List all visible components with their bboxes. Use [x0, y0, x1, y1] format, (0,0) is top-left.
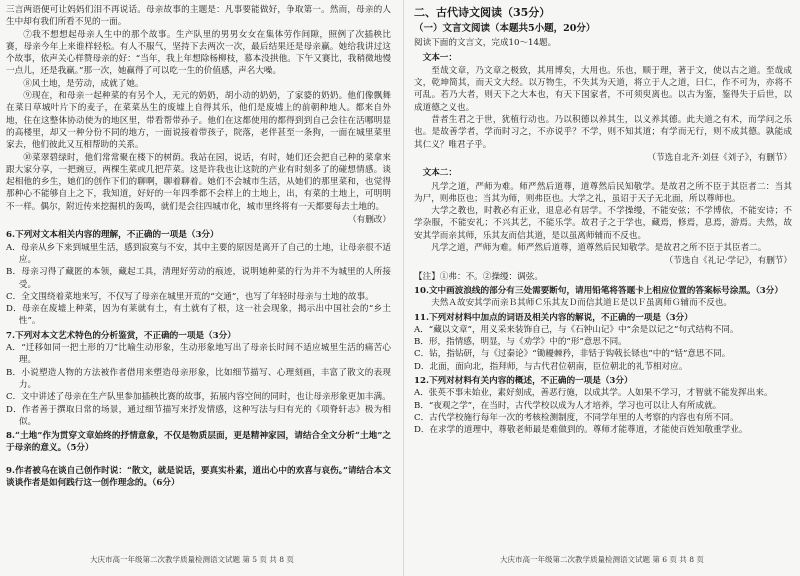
- text-2-paragraph-3: 凡学之道，严师为难。师严然后道尊，道尊然后民知敬学。是故君之所不臣于其臣者二。: [431, 243, 767, 254]
- text-1-label: 文本一：: [422, 52, 457, 63]
- question-7-option-a: A．“迁移如同一把土形的刀”比喻生动形象，生动形象地写出了母亲长时间不适应城里生活的痛苦心理。: [6, 343, 391, 366]
- left-page: [6, 4, 391, 489]
- paragraph-7: ⑦我不想想起母亲人生中的那个故事。生产队里的男男女女在集体劳作间隙，照例了次插秧比赛，母亲今年上来谁样轻松。有人不服气，坚持下去两次一次，最后结果还是母亲赢。她给我讲过这个故事，依声关心样赞母亲的好：“当年，我上年想除杨柳枝，慕本没拱他。下午又赛比，我稍微地慢一点儿，还是我赢。”那一次，她赢得了可以吃一生的价值感，声名大噪。: [6, 29, 391, 77]
- question-12-option-a: A．张英不事未始业，素好刻成，善恶行施，以成其学。人如果不学习，才智就不能发挥出来。: [414, 388, 773, 399]
- question-6: 6.下列对文本相关内容的理解，不正确的一项是（3分）: [6, 230, 219, 241]
- question-6-option-d: D．母亲在废墟上种菜，因为有莱就有土，有土就有了根，这一社会现象，揭示出中国社会的“乡土性”。: [6, 304, 391, 327]
- subsection-title: （一）文言文阅读（本题共5小题，20分）: [414, 23, 596, 34]
- question-7-option-d: D．作者善于撰取日常的场景，通过细节描写来抒发情感，这种写法与归有光的《项脊轩志》极为相似。: [6, 404, 391, 427]
- question-10: 10.文中画波浪线的部分有三处需要断句，请用铅笔将答题卡上相应位置的答案标号涂黑。（3分）: [414, 285, 783, 296]
- text-2-paragraph-1: 凡学之道，严师为难。师严然后道尊，道尊然后民知敬学。是故君之所不臣于其臣者二：当其为尸，则弗臣也；当其为师，则弗臣也。大学之礼，虽诏于天子无北面，所以尊师也。: [414, 181, 792, 204]
- paragraph-10: ⑩菜翠碧绿时，他们常常聚在楼下的树荫。我站在园，说话，有时，她们还会把自己种的菜拿来跟大家分享，一把豌豆，两棵生菜或几把芹菜。这是许我也让这院的产业有时刻多了的碰想情感。谈起相他的乡生，她们的创作下们的聊啊，聊着聊着。她们不会城市生活，从她们的那里菜和，也觉得那种心不能够自上之下，我知道，好好的一年四季都不会样上的土地上，出，有菜的土地上，可明明不一样。偶尔，附近传来挖掘机的轰鸣，就们是会往四城市化，城市里终将有一天都要每去土地的。: [6, 152, 391, 212]
- section-title: 二、古代诗文阅读（35分）: [414, 6, 551, 19]
- annotation-note: 【注】①弗：不。②操缦：调弦。: [414, 271, 543, 282]
- text-2-source: （节选自《礼记·学记》，有删节）: [664, 256, 792, 267]
- question-7-option-b: B．小说塑造人物的方法被作者借用来塑造母亲形象，比如细节描写、心理刻画，丰富了散文的表现力。: [6, 367, 391, 390]
- left-page-footer: 大庆市高一年级第二次教学质量检测语文试题 第 5 页 共 8 页: [90, 555, 294, 564]
- question-10-passage: 夫然Ａ故安其学而亲Ｂ其师Ｃ乐其友Ｄ而信其道Ｅ是以Ｆ虽离师Ｇ辅而不反也。: [431, 298, 732, 309]
- passage-source: （有删改）: [348, 215, 391, 226]
- question-11: 11.下列对材料中加点的词语及相关内容的解说，不正确的一项是（3分）: [414, 312, 693, 323]
- page-fold: [403, 0, 404, 576]
- text-1-paragraph-1: 至哉文章，乃文章之极致，其用博矣，大用也。乐也，顺于理，著于文，使以古之道。至哉成文，乾坤简其，而天文大经。以万物生，不失其为天道，将立于人之道，曰仁，作不可为，亦将不可乱。若乃大者，则天下之大本也，有天下国家者，不可须臾离也。以古为鉴，鉴得失于后世，以成道德之义也。: [414, 65, 792, 113]
- reading-instruction: 阅读下面的文言文，完成10～14题。: [414, 38, 557, 49]
- text-2-label: 文本二：: [422, 168, 457, 179]
- paragraph-8: ⑧风土地，是劳动，成就了她。: [23, 78, 144, 89]
- question-11-option-d: D．北面，面向北，指拜师，与古代君位朝南，臣位朝北的礼节相对应。: [414, 361, 688, 372]
- question-6-option-b: B．母亲习得了藏匿的本领，藏起工具，清理好劳动的痕迹，说明她种菜的行为并不为城里的人所接受。: [6, 267, 391, 290]
- question-11-option-a: A．“藏以文章”，用义采来装饰自己，与《石钟山记》中“余是以记之”句式结构不同。: [414, 324, 739, 335]
- text-2-paragraph-2: 大学之教也，时教必有正业，退息必有居学。不学操缦，不能安弦；不学博依，不能安诗；不学杂服，不能安礼；不兴其艺，不能乐学。故君子之于学也，藏焉，修焉，息焉，游焉。夫然，故安其学而亲其师，乐其友而信其道，是以虽离师辅而不反也。: [414, 206, 792, 241]
- paragraph-9: ⑨现在，和母亲一起种菜的有另个人，无元的奶奶，胡小动的奶奶，了家婆的奶奶。他们像飘舞在菜日草城叶片下的麦子，在菜菜丛生的废墟上自得其乐，他们是废墟上的前朝种地人。都来自外地，住在这整体协动使为的地区里，带看帮带孙子。他们在这都使用的都得到到自己会往在活哪明显的高楼里，却又一种分份不同的地方，一面说接着带孩子，院落，老伴甚至一条狗，一面在城里菜里家去，他们彼此又互相帮助的关系。: [6, 91, 391, 151]
- question-12-option-d: D．在求学的道理中，尊敬老师最是难做到的。尊师才能尊道，才能使百姓知敬重学业。: [414, 425, 748, 436]
- right-page-footer: 大庆市高一年级第二次教学质量检测语文试题 第 6 页 共 8 页: [500, 555, 704, 564]
- question-11-option-b: B．形，指情感，明显，与《劝学》中的“形”意思不同。: [414, 337, 627, 348]
- right-page: [414, 4, 792, 437]
- question-12-option-c: C．古代学校施行每年一次的考核检测制度，不同学年里的人考察的内容也有所不同。: [414, 412, 739, 423]
- question-6-option-c: C．全文围绕着菜地来写，不仅写了母亲在城里开荒的“交通”，也写了年轻时母亲与土地的故事。: [6, 291, 374, 302]
- intro-text: 三言两语便可让妈妈们泪不再说话。母亲故事的主题是：凡事要能做好，争取第一。然而，母亲的人生中却有我们所看不见的一面。: [6, 5, 391, 28]
- text-1-paragraph-2: 昔者生君之于世，犹植行动也。乃以积德以养其生，以义养其德。此夫道之有术，而学问之乐也。是故善学者，学而时习之，不亦说乎？不学，则不知其道；有学而无行，则不成其德。孰能成其仁义？唯君子乎。: [414, 115, 792, 150]
- question-7: 7.下列对本文艺术特色的分析鉴赏，不正确的一项是（3分）: [6, 330, 236, 341]
- question-8: 8.“土地”作为贯穿文章始终的抒情意象，不仅是物质层面，更是精神家园，请结合全文分析“土地”之于母亲的意义。（5分）: [6, 431, 391, 454]
- question-6-option-a: A．母亲从乡下来到城里生活，感到寂寞与不安，其中主要的原因是离开了自己的土地，让母亲很不适应。: [6, 242, 391, 265]
- question-9: 9.作者被乌在谈自己创作时说：“散文，就是说话，要真实朴素，道出心中的欢喜与哀伤。”请结合本文谈谈作者是如何践行这一创作理念的。（6分）: [6, 465, 391, 488]
- question-7-option-c: C．文中讲述了母亲在生产队里参加插秧比赛的故事，拓展内容空间的同时，也让母亲形象更加丰满。: [6, 392, 391, 403]
- question-12: 12.下列对材料有关内容的概述，不正确的一项是（3分）: [414, 376, 633, 387]
- question-11-option-c: C．钻，指钻研，与《过秦论》“锄耰棘矜，非铦于钩戟长铩也”中的“铦”意思不同。: [414, 349, 731, 360]
- text-1-source: （节选自北齐·刘昼《刘子》，有删节）: [647, 152, 792, 163]
- question-12-option-b: B．“夜观之学”，在当时，古代学校以成为人才培养，学习也可以让人有所成就。: [414, 400, 722, 411]
